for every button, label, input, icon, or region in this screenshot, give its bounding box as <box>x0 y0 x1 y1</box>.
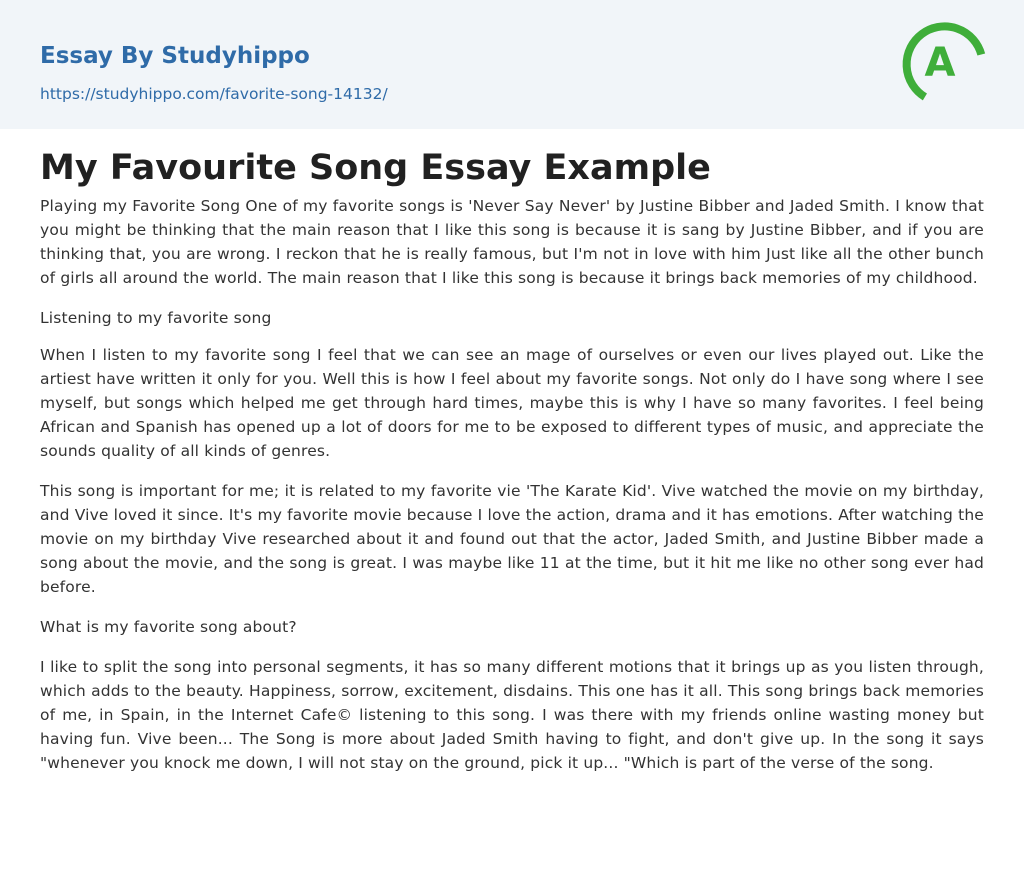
site-header <box>0 0 1024 129</box>
studyhippo-logo-icon[interactable] <box>900 18 988 106</box>
subheading-listening: Listening to my favorite song <box>40 309 272 327</box>
paragraph-about: I like to split the song into personal segments, it has so many different motions that it brings up as you listen through, which adds to the beauty. Happiness, sorrow, excitement, disdains. This one has it all. This song brings back memories of me, in Spain, in the Internet Cafe© listening to this song. I was there with my friends online wasting money but having fun. Vive been... The Song is more about Jaded Smith having to fight, and don't give up. In the song it says "whenever you knock me down, I will not stay on the ground, pick it up... "Which is part of the verse of the song. <box>40 658 984 772</box>
source-url-link[interactable]: https://studyhippo.com/favorite-song-14132/ <box>40 85 388 103</box>
article <box>40 146 984 775</box>
paragraph-intro: Playing my Favorite Song One of my favorite songs is 'Never Say Never' by Justine Bibber and Jaded Smith. I know that you might be thinking that the main reason that I like this song is because it is sang by Justine Bibber, and if you are thinking that, you are wrong. I reckon that he is really famous, but I'm not in love with him Just like all the other bunch of girls all around the world. The main reason that I like this song is because it brings back memories of my childhood. <box>40 197 984 287</box>
brand-title[interactable]: Essay By Studyhippo <box>40 43 310 69</box>
logo-letter: A <box>924 40 956 86</box>
paragraph-importance: This song is important for me; it is related to my favorite vie 'The Karate Kid'. Vive watched the movie on my birthday, and Vive loved it since. It's my favorite movie because I love the action, drama and it has emotions. After watching the movie on my birthday Vive researched about it and found out that the actor, Jaded Smith, and Justine Bibber made a song about the movie, and the song is great. I was maybe like 11 at the time, but it hit me like no other song ever had before. <box>40 482 984 596</box>
subheading-about: What is my favorite song about? <box>40 618 297 636</box>
paragraph-listening: When I listen to my favorite song I feel that we can see an mage of ourselves or even our lives played out. Like the artiest have written it only for you. Well this is how I feel about my favorite songs. Not only do I have song where I see myself, but songs which helped me get through hard times, maybe this is why I have so many favorites. I feel being African and Spanish has opened up a lot of doors for me to be exposed to different types of music, and appreciate the sounds quality of all kinds of genres. <box>40 346 984 460</box>
page-title: My Favourite Song Essay Example <box>40 148 711 188</box>
